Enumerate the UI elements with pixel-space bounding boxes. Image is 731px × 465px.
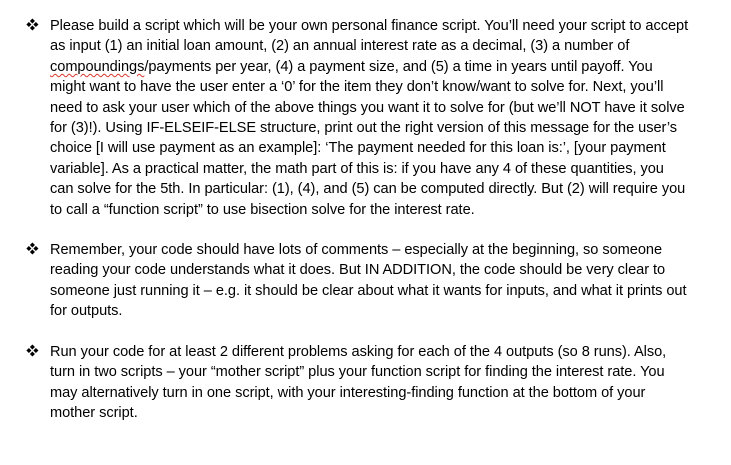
diamond-bullet-icon	[26, 18, 40, 32]
bullet-text: Remember, your code should have lots of comments – especially at the beginning, so someone reading your code understands what it does. But IN ADDITION, the code should be very clear to someone just running it – e.g. it should be clear about what it wants for inputs, and what it prints out for outputs.	[50, 242, 687, 320]
bullet-item-comments	[26, 240, 691, 322]
bullet-text-part: Please build a script which will be your own personal finance script. You’ll need your script to accept as input (1) an initial loan amount, (2) an annual interest rate as a decimal, (3) a number of	[50, 18, 689, 55]
bullet-text-part: /payments per year, (4) a payment size, and (5) a time in years until payoff. You might want to have the user enter a ‘0’ for the item they don’t know/want to solve for. Next, you’ll need to ask your user which of the above things you want it to solve for (but we’ll NOT have it solve for (3)!). Using IF-ELSEIF-ELSE structure, print out the right version of this message for the user’s choice [I will use payment as an example]: ‘The payment needed for this loan is:’, [your payment variable]. As a practical matter, the math part of this is: if you have any 4 of these quantities, you can solve for the 5th. In particular: (1), (4), and (5) can be computed directly. But (2) will require you to call a “function script” to use bisection solve for the interest rate.	[50, 58, 686, 218]
diamond-bullet-icon	[26, 344, 40, 358]
bullet-text: Run your code for at least 2 different problems asking for each of the 4 outputs (so 8 runs). Also, turn in two scripts – your “mother script” plus your function script for finding the interest rate. You may alternatively turn in one script, with your interesting-finding function at the bottom of your mother script.	[50, 343, 667, 421]
bullet-item-runs	[26, 342, 691, 424]
document-body	[26, 16, 691, 423]
diamond-bullet-icon	[26, 242, 40, 256]
bullet-item-assignment	[26, 16, 691, 220]
spellcheck-flagged-word[interactable]: compoundings	[50, 58, 145, 75]
